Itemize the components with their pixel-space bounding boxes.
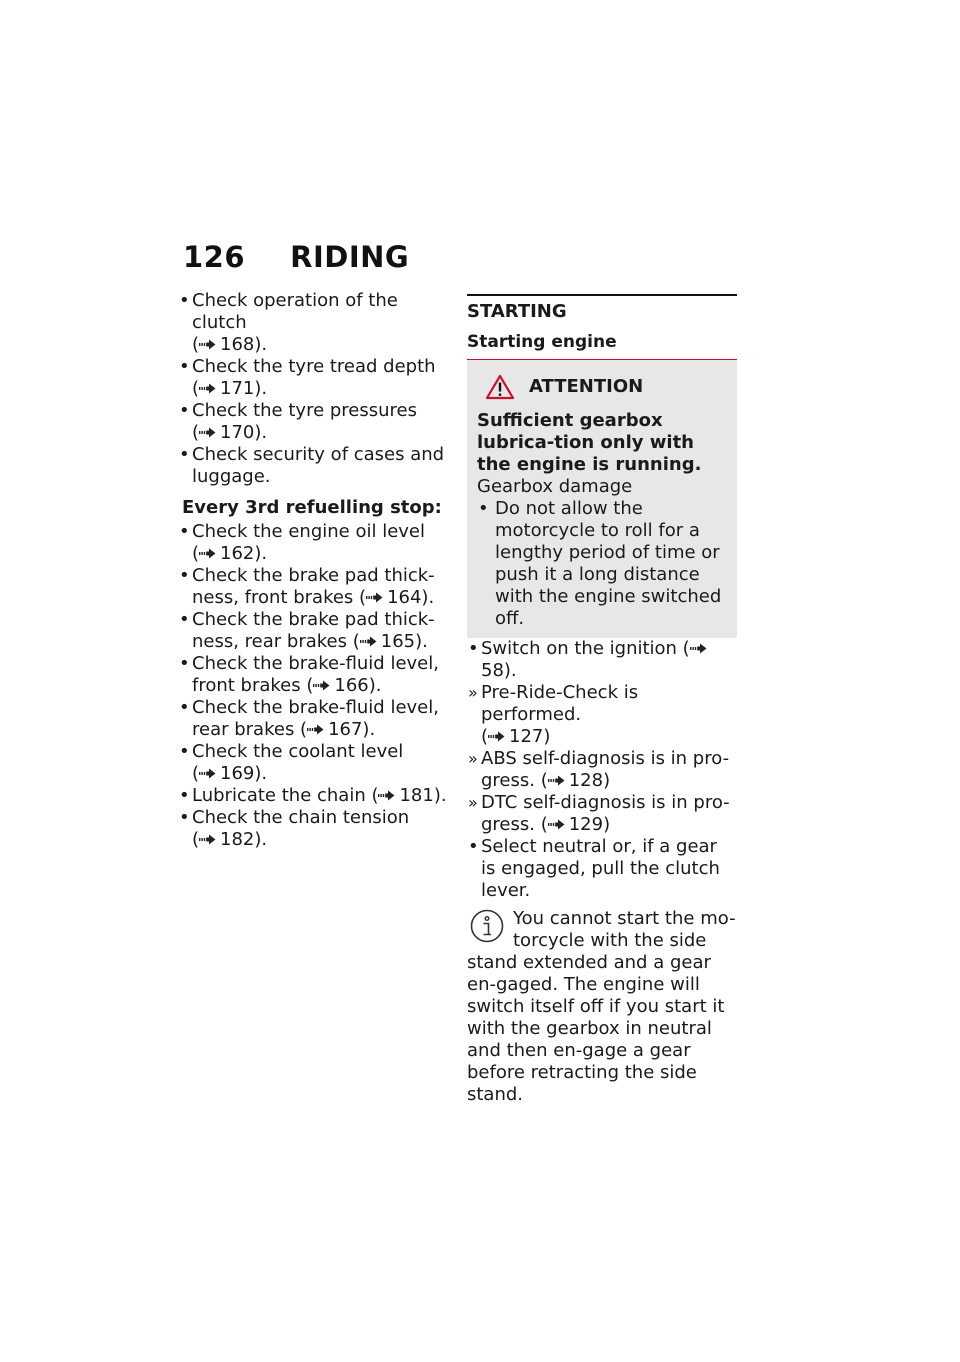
list-item: • Check the brake pad thick- ness, rear brakes ( 165). xyxy=(179,609,435,652)
starting-steps xyxy=(467,638,737,902)
list-item: • Check security of cases and luggage. xyxy=(179,444,445,487)
right-column xyxy=(467,290,737,1106)
page-ref-arrow-icon xyxy=(360,636,377,647)
page-ref-link[interactable]: 170). xyxy=(220,422,268,443)
page-ref-link[interactable]: 162). xyxy=(220,543,268,564)
page-ref-link[interactable]: 169). xyxy=(220,763,268,784)
section-rule xyxy=(467,294,737,296)
page-ref-arrow-icon xyxy=(199,383,216,394)
page-ref-link[interactable]: 166). xyxy=(334,675,382,696)
page-header xyxy=(183,240,409,280)
list-item: • Check the tyre tread depth ( 171). xyxy=(179,356,436,399)
page-ref-link[interactable]: 128) xyxy=(568,770,611,791)
page-ref-arrow-icon xyxy=(199,768,216,779)
info-icon xyxy=(469,908,505,944)
list-item: • Check the brake-fluid level, front brakes ( 166). xyxy=(179,653,439,696)
page-ref-link[interactable]: 127) xyxy=(509,726,551,747)
list-item: • Check the brake-fluid level, rear brakes ( 167). xyxy=(179,697,439,740)
section-name: RIDING xyxy=(290,240,410,274)
page-ref-arrow-icon xyxy=(307,724,324,735)
list-item: • Check the tyre pressures ( 170). xyxy=(179,400,417,443)
attention-consequence: Gearbox damage xyxy=(477,476,633,497)
attention-statement: Sufficient gearbox lubrica-tion only with the engine is running. xyxy=(477,410,702,475)
subheading-refuelling: Every 3rd refuelling stop: xyxy=(182,497,442,518)
info-text: You cannot start the mo-torcycle with the side stand extended and a gear en-gaged. The engine will switch itself off if you start it with the gearbox in neutral and then en-gage a gear before retracting the side stand. xyxy=(467,908,736,1105)
page-ref-link[interactable]: 181). xyxy=(399,785,447,806)
result-item: » DTC self-diagnosis is in pro-gress. ( 129) xyxy=(468,792,730,835)
page-ref-arrow-icon xyxy=(366,592,383,603)
checklist-2 xyxy=(178,521,450,851)
attention-list xyxy=(477,498,727,630)
page-ref-arrow-icon xyxy=(199,339,216,350)
page-ref-link[interactable]: 58). xyxy=(481,660,517,681)
result-item: » Pre-Ride-Check is performed. ( 127) xyxy=(468,682,639,747)
page-ref-arrow-icon xyxy=(199,548,216,559)
section-title: STARTING xyxy=(467,301,567,322)
page-ref-arrow-icon xyxy=(199,427,216,438)
list-item: • Lubricate the chain ( 181). xyxy=(179,785,447,806)
page-ref-link[interactable]: 164). xyxy=(387,587,435,608)
page-ref-link[interactable]: 182). xyxy=(220,829,268,850)
warning-triangle-icon xyxy=(485,374,515,400)
list-item: • Do not allow the motorcycle to roll for a lengthy period of time or push it a long distance with the engine switched off. xyxy=(478,498,722,629)
left-column xyxy=(178,290,450,851)
page-ref-arrow-icon xyxy=(313,680,330,691)
attention-title: ATTENTION xyxy=(529,376,644,397)
step-item: • Switch on the ignition (58). xyxy=(467,638,737,682)
checklist-1 xyxy=(178,290,450,488)
page-ref-link[interactable]: 165). xyxy=(380,631,428,652)
list-item: • Check the engine oil level ( 162). xyxy=(179,521,426,564)
page-ref-arrow-icon xyxy=(378,790,395,801)
attention-box xyxy=(467,360,737,638)
list-item: • Check the brake pad thick- ness, front brakes ( 164). xyxy=(179,565,435,608)
list-item: • Check operation of the clutch ( 168). xyxy=(179,290,398,355)
step-item: • Select neutral or, if a gear is engaged, pull the clutch lever. xyxy=(468,836,720,901)
page-ref-arrow-icon xyxy=(548,775,565,786)
page-ref-arrow-icon xyxy=(690,643,707,654)
page-ref-arrow-icon xyxy=(488,731,505,742)
page-ref-link[interactable]: 168). xyxy=(220,334,268,355)
info-note xyxy=(467,908,737,1106)
list-item: • Check the chain tension ( 182). xyxy=(179,807,410,850)
page-ref-link[interactable]: 129) xyxy=(568,814,611,835)
page-ref-arrow-icon xyxy=(199,834,216,845)
list-item: • Check the coolant level ( 169). xyxy=(179,741,404,784)
page-ref-link[interactable]: 167). xyxy=(328,719,376,740)
result-item: » ABS self-diagnosis is in pro-gress. ( 128) xyxy=(468,748,730,791)
attention-header xyxy=(485,374,727,400)
subsection-title: Starting engine xyxy=(467,330,737,360)
page-number: 126 xyxy=(183,240,246,274)
page-ref-link[interactable]: 171). xyxy=(220,378,268,399)
page-ref-arrow-icon xyxy=(548,819,565,830)
